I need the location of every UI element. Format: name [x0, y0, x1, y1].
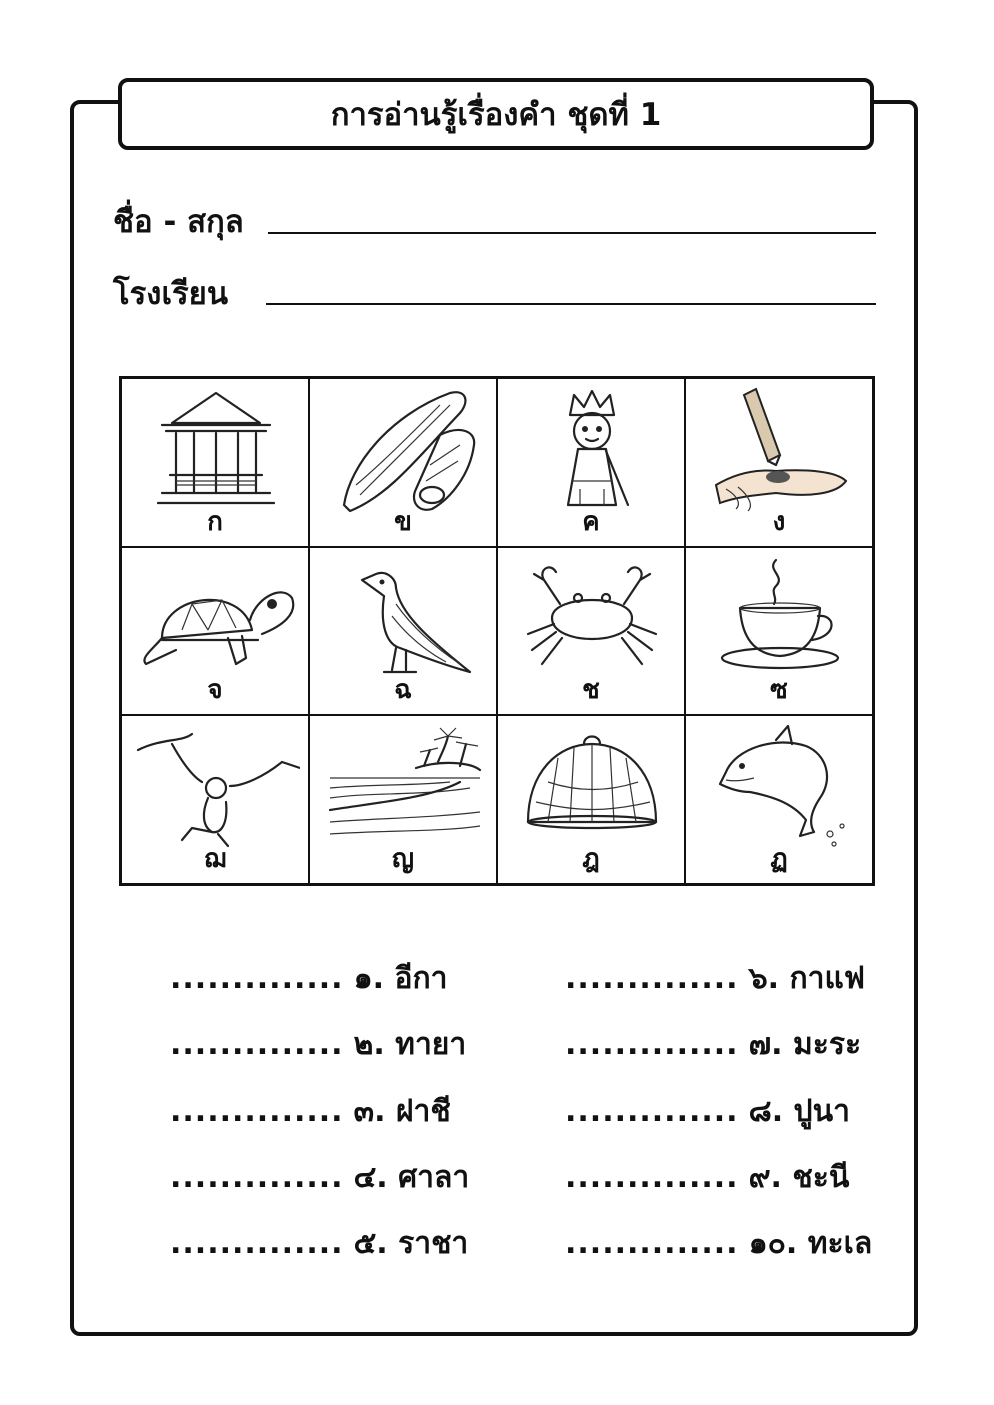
cell-letter: ก — [207, 506, 223, 537]
answer-word: ๓. ฝาชี — [353, 1094, 451, 1129]
answer-item — [565, 1154, 849, 1201]
cell-letter: ข — [394, 506, 412, 537]
bitter-gourd-icon — [320, 385, 488, 513]
coffee-cup-icon — [696, 554, 864, 682]
grid-cell — [309, 547, 497, 716]
answer-blank[interactable]: .............. — [170, 961, 344, 996]
cell-letter: ค — [582, 506, 600, 537]
answer-blank[interactable]: .............. — [170, 1027, 344, 1062]
dolphin-icon — [696, 722, 864, 850]
cell-letter: ช — [582, 675, 600, 706]
cell-letter: ง — [772, 506, 786, 537]
grid-cell — [121, 547, 309, 716]
name-field[interactable] — [268, 232, 876, 234]
cell-letter: จ — [207, 675, 223, 706]
answer-blank[interactable]: .............. — [170, 1094, 344, 1129]
grid-cell — [497, 715, 685, 884]
food-cover-icon — [508, 722, 676, 850]
answer-item — [565, 1021, 861, 1068]
answer-blank[interactable]: .............. — [170, 1160, 344, 1195]
answer-word: ๖. กาแฟ — [748, 961, 866, 996]
grid-cell — [685, 547, 873, 716]
answer-word: ๒. ทายา — [353, 1027, 467, 1062]
answer-item — [170, 955, 447, 1002]
crow-icon — [320, 554, 488, 682]
ointment-hand-icon — [696, 385, 864, 513]
answer-blank[interactable]: .............. — [170, 1226, 344, 1261]
picture-grid — [119, 376, 875, 886]
answer-item — [565, 1088, 850, 1135]
cell-letter: ฎ — [582, 844, 600, 874]
answer-item — [170, 1220, 468, 1267]
answer-item — [170, 1021, 466, 1068]
answer-word: ๘. ปูนา — [748, 1094, 850, 1129]
answer-blank[interactable]: .............. — [565, 1226, 739, 1261]
answer-item — [565, 955, 865, 1002]
answer-word: ๗. มะระ — [748, 1027, 862, 1062]
grid-cell — [121, 715, 309, 884]
school-label: โรงเรียน — [113, 276, 229, 312]
cell-letter: ฌ — [203, 844, 227, 874]
answer-word: ๔. ศาลา — [353, 1160, 470, 1195]
turtle-icon — [132, 554, 300, 682]
answer-item — [170, 1154, 469, 1201]
grid-cell — [309, 715, 497, 884]
answer-blank[interactable]: .............. — [565, 961, 739, 996]
answer-blank[interactable]: .............. — [565, 1094, 739, 1129]
grid-cell — [497, 378, 685, 547]
answer-word: ๙. ชะนี — [748, 1160, 850, 1195]
answer-word: ๑. อีกา — [353, 961, 448, 996]
name-label: ชื่อ - สกุล — [113, 204, 244, 240]
answer-item — [170, 1088, 451, 1135]
answer-blank[interactable]: .............. — [565, 1160, 739, 1195]
grid-cell — [685, 715, 873, 884]
king-icon — [508, 385, 676, 513]
grid-cell — [497, 547, 685, 716]
cell-letter: ฉ — [394, 675, 412, 706]
grid-cell — [685, 378, 873, 547]
answer-word: ๑๐. ทะเล — [748, 1226, 873, 1261]
cell-letter: ญ — [391, 844, 415, 874]
answer-item — [565, 1220, 872, 1267]
grid-cell — [121, 378, 309, 547]
answer-word: ๕. ราชา — [353, 1226, 469, 1261]
pavilion-icon — [132, 385, 300, 513]
grid-cell — [309, 378, 497, 547]
cell-letter: ฏ — [770, 844, 788, 874]
school-field[interactable] — [266, 303, 876, 305]
worksheet-title: การอ่านรู้เรื่องคำ ชุดที่ 1 — [118, 78, 874, 150]
answer-blank[interactable]: .............. — [565, 1027, 739, 1062]
beach-icon — [320, 722, 488, 850]
cell-letter: ซ — [770, 675, 788, 706]
gibbon-icon — [132, 722, 300, 850]
crab-icon — [508, 554, 676, 682]
